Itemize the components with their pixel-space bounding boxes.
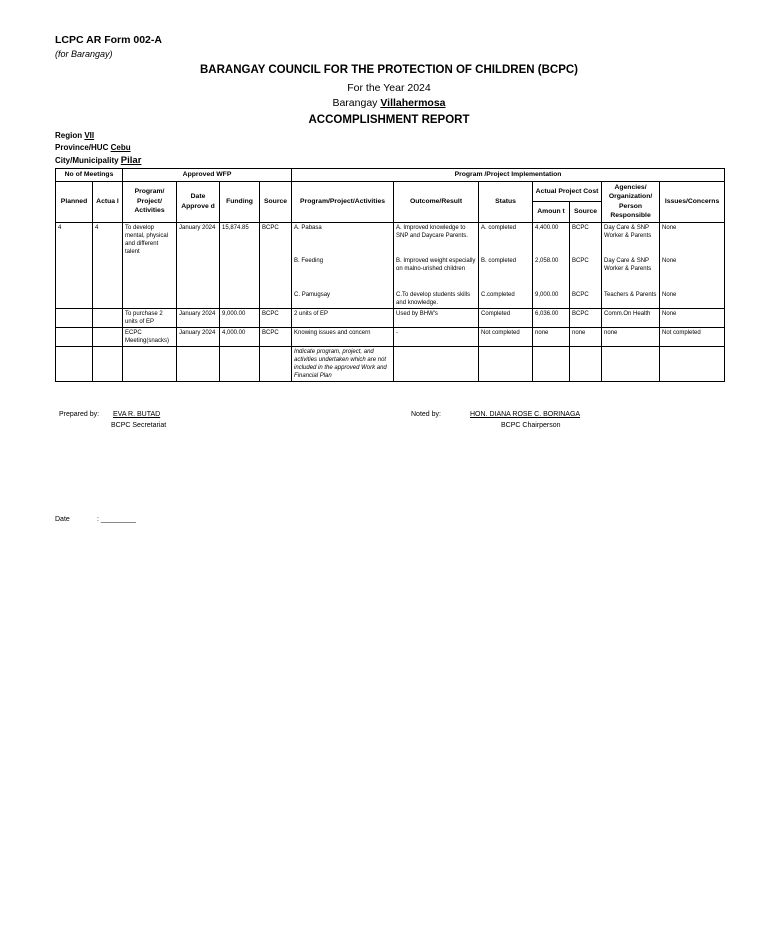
cell-cost-source [570, 347, 602, 382]
region-label: Region [55, 131, 83, 140]
cell-funding [220, 347, 260, 382]
cell-issues: None [660, 222, 725, 256]
city-label: City/Municipality [55, 156, 119, 165]
cell-status: A. completed [479, 222, 533, 256]
cell-issues: Not completed [660, 328, 725, 347]
cell-source: BCPC [260, 328, 292, 347]
cell-actual [93, 309, 123, 328]
cell-ppa: Knowing issues and concern [292, 328, 394, 347]
cell-issues: None [660, 290, 725, 309]
header-date-approved: Date Approve d [177, 181, 220, 222]
header-actual-cost: Actual Project Cost [533, 181, 602, 202]
cell-actual [93, 347, 123, 382]
column-header-row [56, 181, 725, 202]
table-row [56, 222, 725, 256]
council-title: BARANGAY COUNCIL FOR THE PROTECTION OF CHILDREN (BCPC) [199, 64, 579, 76]
table-row [56, 347, 725, 382]
noted-by-name [470, 411, 580, 418]
cell-amount: 2,058.00 [533, 256, 570, 290]
header-meetings: No of Meetings [56, 169, 123, 182]
cell-outcome [394, 347, 479, 382]
barangay-line [0, 97, 768, 109]
cell-ppa: C. Pamugsay [292, 290, 394, 309]
cell-cost-source: none [570, 328, 602, 347]
cell-amount: none [533, 328, 570, 347]
cell-actual: 4 [93, 222, 123, 309]
cell-outcome: - [394, 328, 479, 347]
cell-date: January 2024 [177, 222, 220, 309]
province-label: Province/HUC [55, 143, 109, 152]
prepared-by-name [113, 411, 160, 418]
prepared-by-title: BCPC Secretariat [111, 422, 167, 429]
noted-by-title: BCPC Chairperson [501, 422, 561, 429]
region-value: VII [84, 131, 95, 140]
cell-amount: 6,036.00 [533, 309, 570, 328]
cell-ppa: B. Feeding [292, 256, 394, 290]
header-status: Status [479, 181, 533, 222]
cell-source [260, 347, 292, 382]
city-value: Pilar [120, 155, 142, 166]
cell-outcome: B. Improved weight especially on malno-urished children [394, 256, 479, 290]
form-subtitle: (for Barangay) [55, 49, 113, 59]
cell-source: BCPC [260, 309, 292, 328]
noted-by-name-text: HON. DIANA ROSE C. BORINAGA [470, 411, 581, 418]
cell-program [123, 347, 177, 382]
cell-cost-source: BCPC [570, 309, 602, 328]
cell-planned [56, 328, 93, 347]
cell-planned: 4 [56, 222, 93, 309]
cell-date: January 2024 [177, 309, 220, 328]
cell-issues [660, 347, 725, 382]
header-outcome: Outcome/Result [394, 181, 479, 222]
cell-status: Completed [479, 309, 533, 328]
group-header-row [56, 169, 725, 182]
cell-issues: None [660, 256, 725, 290]
cell-date [177, 347, 220, 382]
header-approved-wfp: Approved WFP [123, 169, 292, 182]
cell-status: B. completed [479, 256, 533, 290]
cell-planned [56, 309, 93, 328]
header-issues: Issues/Concerns [660, 181, 725, 222]
year-line: For the Year 2024 [347, 82, 431, 94]
cell-program: To purchase 2 units of EP [123, 309, 177, 328]
cell-ppa: 2 units of EP [292, 309, 394, 328]
report-title: ACCOMPLISHMENT REPORT [308, 114, 470, 126]
header-amount: Amoun t [533, 202, 570, 223]
cell-cost-source: BCPC [570, 290, 602, 309]
cell-actual [93, 328, 123, 347]
cell-amount [533, 347, 570, 382]
cell-program: ECPC Meeting(snacks) [123, 328, 177, 347]
cell-agency: Comm.On Health [602, 309, 660, 328]
header-ppa: Program/Project/Activities [292, 181, 394, 222]
noted-by-label: Noted by: [411, 411, 441, 418]
cell-ppa-note: Indicate program, project, and activities undertaken which are not included in the approved Work and Financial Plan [292, 347, 394, 382]
region-line [55, 131, 94, 140]
accomplishment-table [55, 168, 725, 382]
header-agencies: Agencies/ Organization/ Person Responsible [602, 181, 660, 222]
cell-outcome: A. Improved knowledge to SNP and Daycare Parents. [394, 222, 479, 256]
header-actual: Actua l [93, 181, 123, 222]
cell-planned [56, 347, 93, 382]
cell-funding: 4,000.00 [220, 328, 260, 347]
form-code: LCPC AR Form 002-A [55, 34, 162, 46]
table-row [56, 309, 725, 328]
cell-agency: Teachers & Parents [602, 290, 660, 309]
date-label: Date [55, 516, 70, 523]
cell-amount: 9,000.00 [533, 290, 570, 309]
header-program: Program/ Project/ Activities [123, 181, 177, 222]
cell-amount: 4,400.00 [533, 222, 570, 256]
cell-agency [602, 347, 660, 382]
barangay-name: Villahermosa [380, 97, 446, 109]
province-line [55, 143, 131, 152]
cell-status: C.completed [479, 290, 533, 309]
cell-program: To develop mental, physical and different talent [123, 222, 177, 309]
cell-status [479, 347, 533, 382]
header-source: Source [260, 181, 292, 222]
cell-status: Not completed [479, 328, 533, 347]
cell-date: January 2024 [177, 328, 220, 347]
prepared-by-name-text: EVA R. BUTAD [113, 411, 161, 418]
header-funding: Funding [220, 181, 260, 222]
header-planned: Planned [56, 181, 93, 222]
date-field: : _________ [97, 516, 136, 523]
cell-source: BCPC [260, 222, 292, 309]
cell-agency: Day Care & SNP Worker & Parents [602, 222, 660, 256]
cell-ppa: A. Pabasa [292, 222, 394, 256]
header-cost-source: Source [570, 202, 602, 223]
header-implementation: Program /Project Implementation [292, 169, 725, 182]
cell-cost-source: BCPC [570, 256, 602, 290]
table-row [56, 328, 725, 347]
barangay-label: Barangay [332, 97, 378, 109]
cell-cost-source: BCPC [570, 222, 602, 256]
cell-funding: 15,874.85 [220, 222, 260, 309]
province-value: Cebu [110, 143, 131, 152]
prepared-by-label: Prepared by: [59, 411, 100, 418]
cell-outcome: Used by BHW's [394, 309, 479, 328]
cell-outcome: C.To develop students skills and knowledge. [394, 290, 479, 309]
city-line [55, 155, 141, 166]
cell-agency: Day Care & SNP Worker & Parents [602, 256, 660, 290]
cell-funding: 9,000.00 [220, 309, 260, 328]
cell-agency: none [602, 328, 660, 347]
cell-issues: None [660, 309, 725, 328]
